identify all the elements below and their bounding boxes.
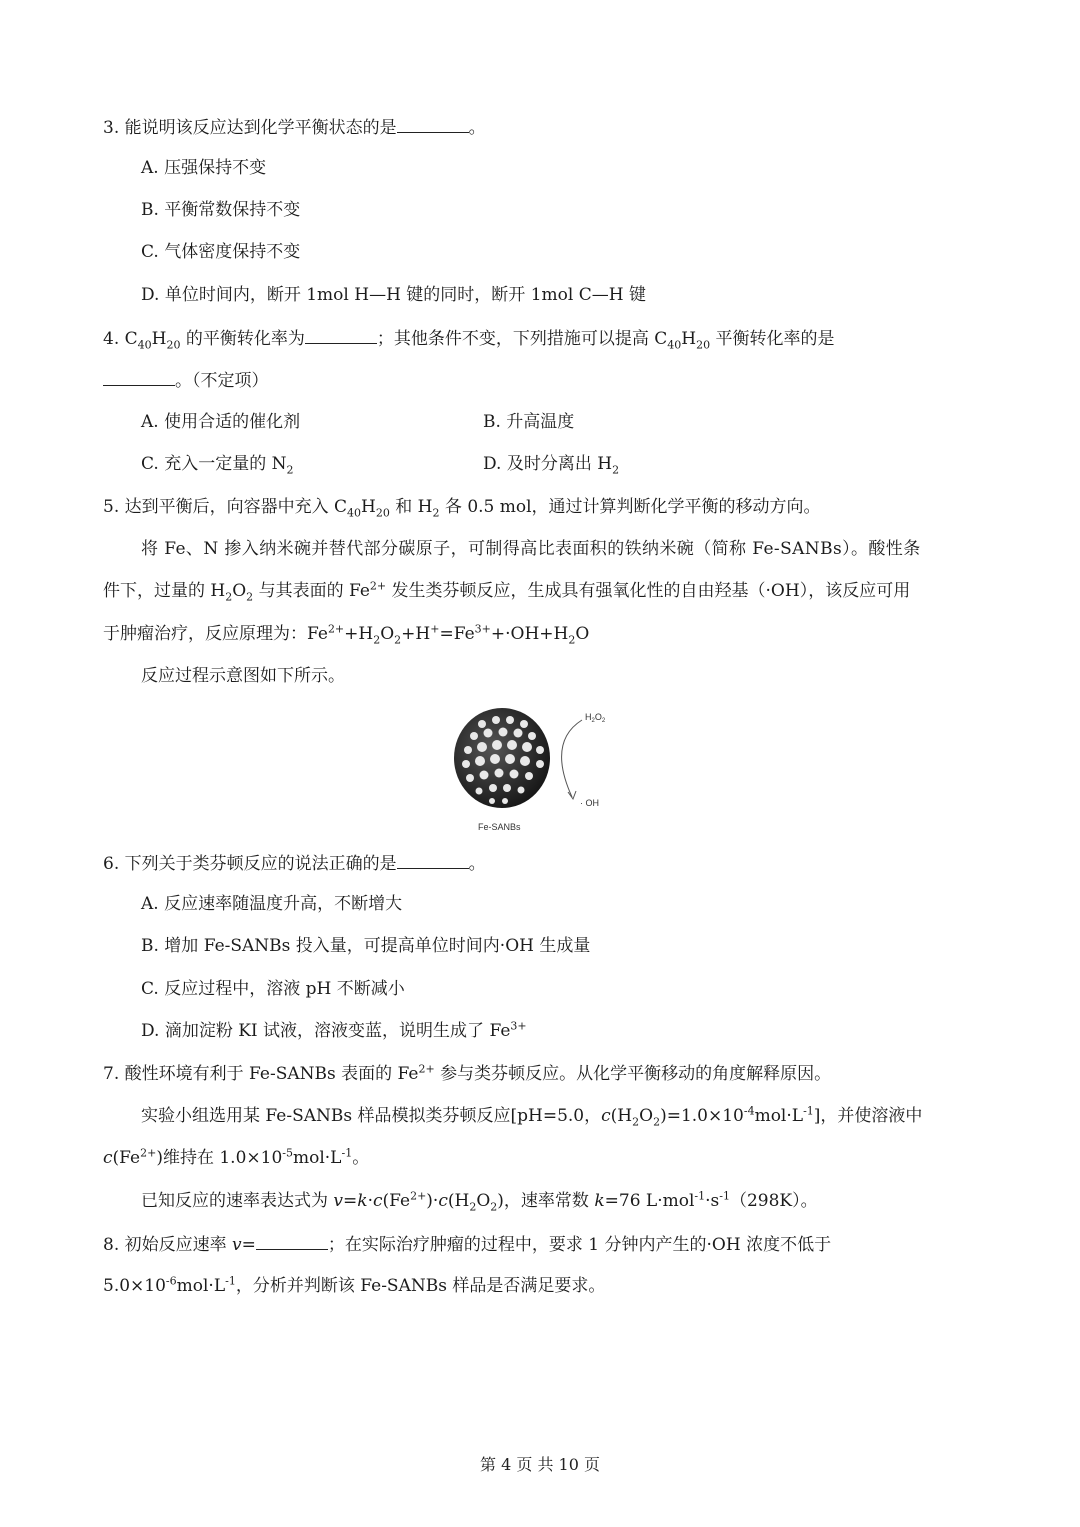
q5-text: 和 H xyxy=(389,497,433,517)
q5-text: H xyxy=(361,497,376,517)
q3-option-b: B. 平衡常数保持不变 xyxy=(141,200,301,220)
q5-text: 各 0.5 mol，通过计算判断化学平衡的移动方向。 xyxy=(439,497,821,517)
exp-text: （298K）。 xyxy=(729,1191,818,1211)
q4-option-c xyxy=(141,452,294,476)
intro-text: +·OH+H xyxy=(490,624,569,644)
nanobowl-shape xyxy=(454,708,550,808)
intro-text: =Fe xyxy=(439,624,475,644)
q3-option-d: D. 单位时间内，断开 1mol H—H 键的同时，断开 1mol C—H 键 xyxy=(141,285,646,305)
exp-text: 实验小组选用某 Fe-SANBs 样品模拟类芬顿反应[pH=5.0， xyxy=(141,1106,602,1126)
q4-text: 4. C xyxy=(103,329,138,349)
h2o2-label: $H_2O_2$ xyxy=(585,712,606,724)
q8-italic: v xyxy=(232,1235,242,1255)
intro-line-1: 将 Fe、N 掺入纳米碗并替代部分碳原子，可制得高比表面积的铁纳米碗（简称 Fe-SANBs）。酸性条 xyxy=(141,539,921,559)
exp-text: · xyxy=(367,1191,373,1211)
exp-italic: c xyxy=(601,1106,611,1126)
q4-line2 xyxy=(103,367,269,393)
exp-text: =76 L·mol xyxy=(604,1191,695,1211)
q4-text: H xyxy=(681,329,697,349)
exp-sub: 2 xyxy=(490,1200,498,1214)
q6-answer-blank[interactable] xyxy=(397,850,469,869)
exp-text: 。 xyxy=(352,1148,370,1168)
q6-option-d-text: D. 滴加淀粉 KI 试液，溶液变蓝，说明生成了 Fe xyxy=(141,1021,511,1041)
reaction-arrow xyxy=(562,720,582,797)
exp-italic: v xyxy=(333,1191,344,1211)
q8-line2 xyxy=(103,1274,605,1298)
q6-stem-end: 。 xyxy=(468,854,486,874)
exp-sub: 2 xyxy=(469,1200,477,1214)
q4-option-d-sub: 2 xyxy=(612,463,620,477)
q8-text: ，分析并判断该 Fe-SANBs 样品是否满足要求。 xyxy=(235,1276,606,1296)
q3-option-c: C. 气体密度保持不变 xyxy=(141,242,301,262)
q7-stem xyxy=(103,1062,831,1086)
q3-stem xyxy=(103,114,486,140)
exp-italic: c xyxy=(438,1191,448,1211)
q8-stem xyxy=(103,1231,831,1257)
intro-sup: 2+ xyxy=(369,579,387,593)
exp-text: )· xyxy=(426,1191,439,1211)
intro-text: O xyxy=(232,581,247,601)
intro-sup: 2+ xyxy=(327,622,345,636)
exp-sub: 2 xyxy=(632,1115,640,1129)
q4-text: H xyxy=(151,329,167,349)
exp-text: )=1.0×10 xyxy=(660,1106,744,1126)
exp-italic: k xyxy=(357,1191,368,1211)
q8-text: ；在实际治疗肿瘤的过程中，要求 1 分钟内产生的·OH 浓度不低于 xyxy=(327,1235,832,1255)
intro-sub: 2 xyxy=(225,590,233,604)
exp-sup: -1 xyxy=(719,1189,730,1203)
q7-text: 7. 酸性环境有利于 Fe-SANBs 表面的 Fe xyxy=(103,1064,419,1084)
fe-sanbs-illustration xyxy=(452,702,632,834)
exp-text: ·s xyxy=(705,1191,720,1211)
intro-text: 于肿瘤治疗，反应原理为：Fe xyxy=(103,624,328,644)
q6-option-b: B. 增加 Fe-SANBs 投入量，可提高单位时间内·OH 生成量 xyxy=(141,936,591,956)
q4-sub: 20 xyxy=(696,338,711,352)
exp-italic: k xyxy=(594,1191,605,1211)
intro-line-4: 反应过程示意图如下所示。 xyxy=(141,666,345,686)
q4-sub: 40 xyxy=(137,338,152,352)
exp-sub: 2 xyxy=(653,1115,661,1129)
exp-line-2 xyxy=(103,1146,369,1170)
q6-stem-text: 6. 下列关于类芬顿反应的说法正确的是 xyxy=(103,854,397,874)
q8-text: 8. 初始反应速率 xyxy=(103,1235,233,1255)
exp-italic: c xyxy=(372,1191,383,1211)
q8-text: mol·L xyxy=(176,1276,226,1296)
q8-sup: -6 xyxy=(165,1274,177,1288)
q6-option-d xyxy=(141,1019,527,1043)
q3-answer-blank[interactable] xyxy=(397,114,469,133)
oh-label: · OH xyxy=(580,798,599,808)
arrow-head xyxy=(568,791,576,799)
q7-sup: 2+ xyxy=(418,1062,435,1076)
exp-sup: -4 xyxy=(743,1104,755,1118)
intro-line-3 xyxy=(103,622,589,646)
q6-stem xyxy=(103,850,486,876)
q4-line2-text: 。（不定项） xyxy=(175,371,269,391)
intro-line-2 xyxy=(103,579,910,603)
intro-sup: + xyxy=(430,622,440,636)
q8-text: = xyxy=(241,1235,256,1255)
q5-sub: 20 xyxy=(375,506,390,520)
intro-text: O xyxy=(575,624,590,644)
q7-text: 参与类芬顿反应。从化学平衡移动的角度解释原因。 xyxy=(434,1064,832,1084)
intro-sub: 2 xyxy=(394,633,402,647)
q8-text: 5.0×10 xyxy=(103,1276,166,1296)
q6-option-c: C. 反应过程中，溶液 pH 不断减小 xyxy=(141,979,405,999)
q5-stem xyxy=(103,495,821,519)
exp-text: )维持在 1.0×10 xyxy=(156,1148,283,1168)
intro-sub: 2 xyxy=(246,590,254,604)
q4-text: 的平衡转化率为 xyxy=(180,329,305,349)
exp-text: ]，并使溶液中 xyxy=(813,1106,923,1126)
intro-sub: 2 xyxy=(373,633,381,647)
q4-text: ；其他条件不变，下列措施可以提高 C xyxy=(376,329,668,349)
intro-sub: 2 xyxy=(568,633,576,647)
exp-text: (Fe xyxy=(382,1191,411,1211)
exp-italic: c xyxy=(103,1148,113,1168)
q4-option-d-text: D. 及时分离出 H xyxy=(483,454,613,474)
exp-line-3 xyxy=(141,1189,818,1213)
exp-sup: -5 xyxy=(282,1146,293,1160)
intro-sup: 3+ xyxy=(474,622,491,636)
exp-text: (H xyxy=(447,1191,470,1211)
q4-option-c-sub: 2 xyxy=(286,463,294,477)
intro-text: 与其表面的 Fe xyxy=(253,581,370,601)
exp-text: mol·L xyxy=(292,1148,342,1168)
q4-option-b: B. 升高温度 xyxy=(483,412,575,432)
q6-option-a: A. 反应速率随温度升高，不断增大 xyxy=(141,894,403,914)
intro-text: 件下，过量的 H xyxy=(103,581,226,601)
q4-option-a: A. 使用合适的催化剂 xyxy=(141,412,301,432)
exp-text: (Fe xyxy=(112,1148,141,1168)
exp-text: mol·L xyxy=(754,1106,804,1126)
q4-text: 平衡转化率的是 xyxy=(710,329,835,349)
q5-sub: 40 xyxy=(347,506,362,520)
reaction-diagram xyxy=(452,702,632,834)
q6-option-d-sup: 3+ xyxy=(510,1019,527,1033)
q8-answer-blank[interactable] xyxy=(256,1231,328,1250)
exp-sup: 2+ xyxy=(140,1146,157,1160)
q4-option-d xyxy=(483,452,619,476)
q3-stem-text: 3. 能说明该反应达到化学平衡状态的是 xyxy=(103,118,397,138)
exp-sup: -1 xyxy=(803,1104,814,1118)
q3-stem-end: 。 xyxy=(468,118,486,138)
exp-text: O xyxy=(639,1106,654,1126)
q8-sup: -1 xyxy=(225,1274,236,1288)
page-number: 第 4 页 共 10 页 xyxy=(480,1455,600,1474)
q4-blank-2[interactable] xyxy=(103,367,175,386)
exp-sup: 2+ xyxy=(410,1189,427,1203)
exp-sup: -1 xyxy=(341,1146,353,1160)
q5-text: 5. 达到平衡后，向容器中充入 C xyxy=(103,497,348,517)
exp-text: )，速率常数 xyxy=(497,1191,595,1211)
exp-text: O xyxy=(476,1191,491,1211)
q4-option-c-text: C. 充入一定量的 N xyxy=(141,454,287,474)
q4-blank-1[interactable] xyxy=(305,325,377,344)
exp-text: (H xyxy=(610,1106,633,1126)
exp-text: = xyxy=(343,1191,358,1211)
q4-sub: 20 xyxy=(166,338,181,352)
intro-text: +H xyxy=(344,624,374,644)
exp-line-1 xyxy=(141,1104,922,1128)
q4-sub: 40 xyxy=(667,338,682,352)
intro-text: O xyxy=(380,624,395,644)
q5-sub: 2 xyxy=(432,506,440,520)
intro-text: +H xyxy=(401,624,431,644)
intro-text: 发生类芬顿反应，生成具有强氧化性的自由羟基（·OH），该反应可用 xyxy=(386,581,911,601)
exp-text: 已知反应的速率表达式为 xyxy=(141,1191,334,1211)
exp-sup: -1 xyxy=(694,1189,706,1203)
fe-sanbs-caption: Fe-SANBs xyxy=(478,822,521,832)
q4-stem xyxy=(103,325,835,351)
q3-option-a: A. 压强保持不变 xyxy=(141,158,267,178)
